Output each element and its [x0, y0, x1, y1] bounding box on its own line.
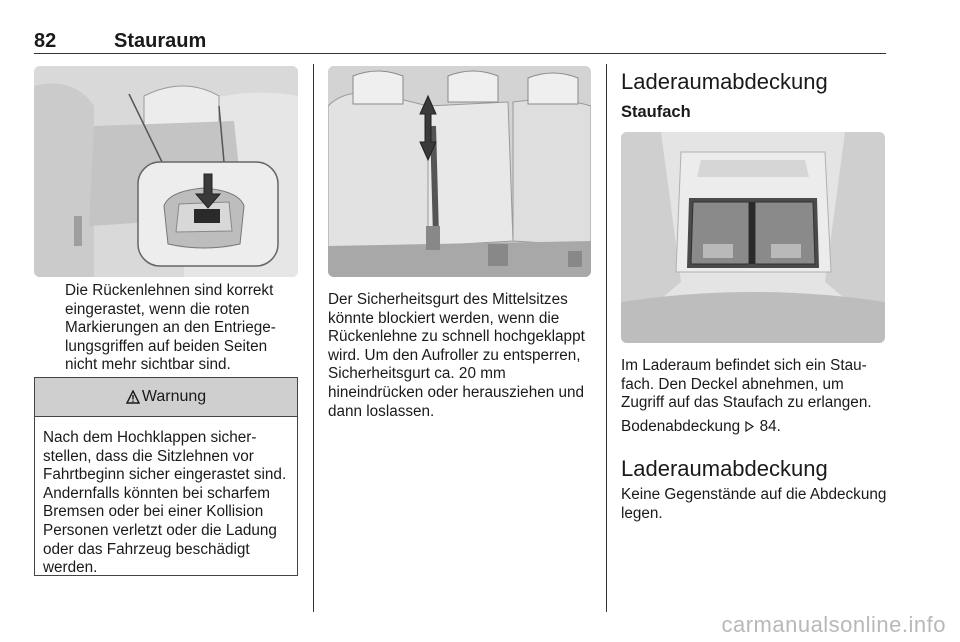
page-number: 82 [34, 30, 57, 52]
storage-compartment-figure [621, 132, 885, 343]
seatbelt-caption: Der Sicherheitsgurt des Mittelsitzes könnte blockiert werden, wenn die Rückenlehne zu schnell hochgeklappt wird. Um den Aufroller zu entsperren, Sicherheitsgurt ca. 20 mm hineindrücken oder herausziehen und dann loslassen. [328, 291, 585, 420]
watermark: carmanualsonline.info [721, 612, 946, 637]
heading-laderaumabdeckung-2: Laderaumabdeckung [621, 456, 828, 481]
seatback-latch-figure [34, 66, 298, 277]
cover-paragraph: Keine Gegenstände auf die Abdeckung legen. [621, 486, 887, 522]
heading-laderaumabdeckung: Laderaumabdeckung [621, 69, 828, 94]
page-reference-arrow-icon [744, 418, 759, 435]
column-divider [313, 64, 314, 612]
warning-header [35, 378, 297, 417]
center-seatbelt-illustration [328, 66, 591, 277]
xref-page: 84. [759, 418, 781, 435]
floor-cover-reference[interactable] [621, 418, 891, 437]
xref-label: Bodenabdeckung [621, 418, 741, 435]
warning-title: Warnung [141, 388, 207, 405]
section-title: Stauraum [114, 30, 207, 52]
storage-compartment-illustration [621, 132, 885, 343]
storage-paragraph: Im Laderaum befindet sich ein Staufach. Den Deckel abnehmen, um Zugriff auf das Staufach zu erlangen. [621, 357, 872, 412]
seatback-latch-illustration [34, 66, 298, 277]
column-divider [606, 64, 607, 612]
heading-staufach: Staufach [621, 103, 691, 121]
warning-triangle-icon [126, 390, 140, 404]
latch-caption: Die Rückenlehnen sind korrekt eingerastet, wenn die roten Markierungen an den Entriegelungsgriffen auf beiden Seiten nicht mehr sichtbar sind. [65, 282, 276, 374]
center-seatbelt-figure [328, 66, 591, 277]
warning-text: Nach dem Hochklappen sicherstellen, dass die Sitzlehnen vor Fahrtbeginn sicher eingerastet sind. Andernfalls könnten bei scharfem Bremsen oder bei einer Kollision Personen verletzt oder die Ladung oder das Fahrzeug beschädigt werden. [43, 429, 287, 577]
warning-box [34, 377, 298, 576]
page-header [34, 30, 886, 54]
